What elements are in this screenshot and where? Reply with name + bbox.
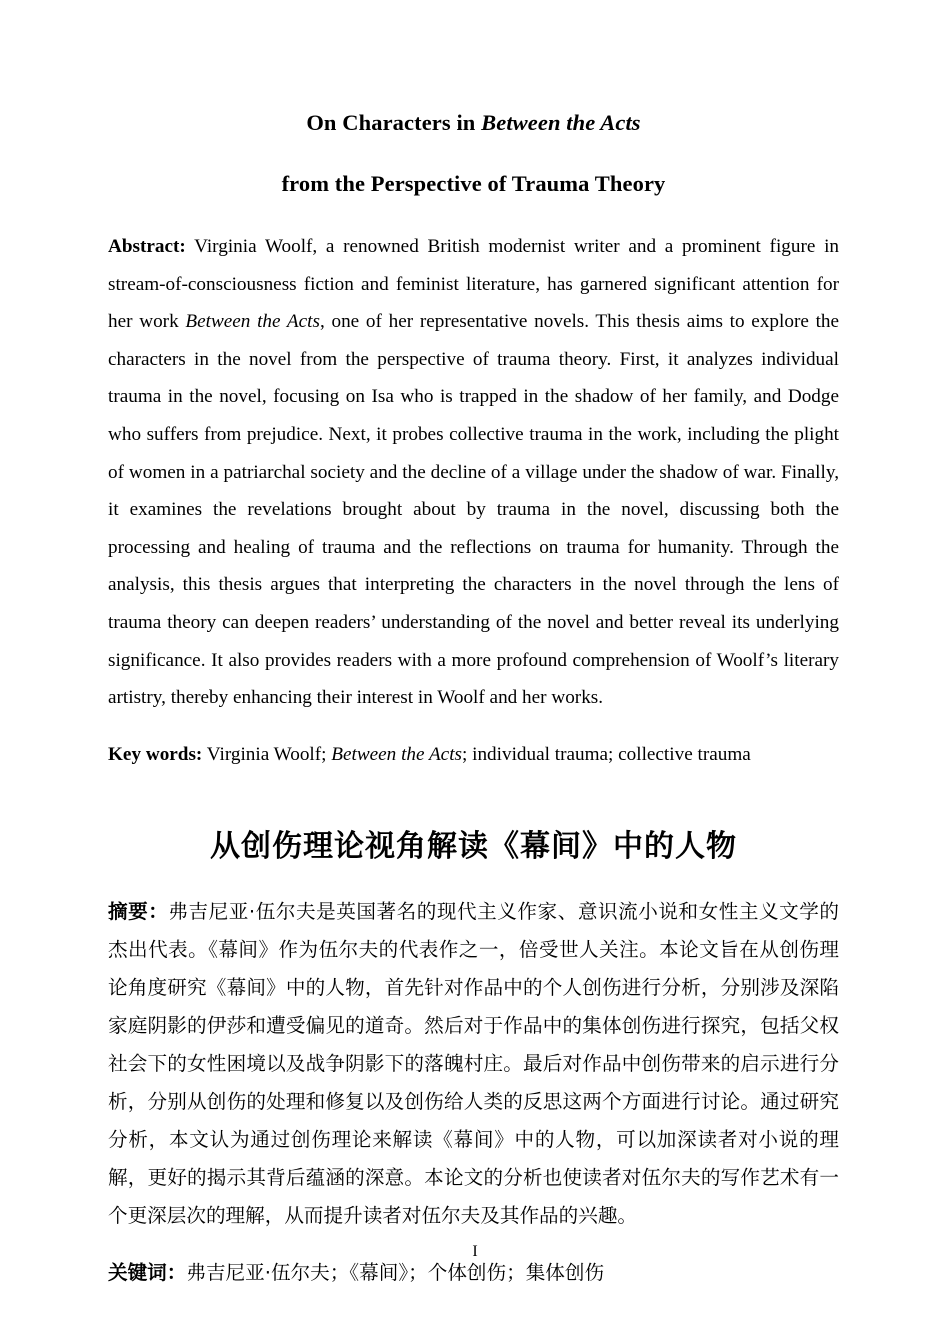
english-abstract-label: Abstract: [108, 236, 186, 257]
english-title-line-1-prefix: On Characters in [306, 110, 482, 135]
english-title-line-1 [108, 112, 839, 135]
chinese-abstract-text: 弗吉尼亚·伍尔夫是英国著名的现代主义作家、意识流小说和女性主义文学的杰出代表。《幕间》作为伍尔夫的代表作之一，倍受世人关注。本论文旨在从创伤理论角度研究《幕间》中的人物，首先针对作品中的个人创伤进行分析，分别涉及深陷家庭阴影的伊莎和遭受偏见的道奇。然后对于作品中的集体创伤进行探究，包括父权社会下的女性困境以及战争阴影下的落魄村庄。最后对作品中创伤带来的启示进行分析，分别从创伤的处理和修复以及创伤给人类的反思这两个方面进行讨论。通过研究分析，本文认为通过创伤理论来解读《幕间》中的人物，可以加深读者对小说的理解，更好的揭示其背后蕴涵的深意。本论文的分析也使读者对伍尔夫的写作艺术有一个更深层次的理解，从而提升读者对伍尔夫及其作品的兴趣。 [108, 899, 840, 1227]
english-keywords-label: Key words: [108, 743, 203, 765]
english-abstract-text-part-2: , one of her representative novels. This thesis aims to explore the characters in the novel from the perspective of trauma theory. First, it analyzes individual trauma in the novel, focusing on Isa who is trapped in the shadow of her family, and Dodge who suffers from prejudice. Next, it probes collective trauma in the work, including the plight of women in a patriarchal society and the decline of a village under the shadow of war. Finally, it examines the revelations brought about by trauma in the novel, discussing both the processing and healing of trauma and the reflections on trauma for humanity. Through the analysis, this thesis argues that interpreting the characters in the novel through the lens of trauma theory can deepen readers’ understanding of the novel and better reveal its underlying significance. It also provides readers with a more profound comprehension of Woolf’s literary artistry, thereby enhancing their interest in Woolf and her works. [108, 311, 840, 709]
page-content [108, 0, 839, 1312]
english-keywords-paragraph [108, 736, 839, 774]
chinese-abstract-label: 摘要： [108, 899, 169, 923]
english-abstract-paragraph [108, 228, 839, 717]
english-title-line-1-italic: Between the Acts [481, 110, 641, 135]
english-keywords-text-part-2: ; individual trauma; collective trauma [462, 743, 751, 765]
page-footer [0, 1243, 950, 1261]
english-abstract-text-part-1: Virginia Woolf, a renowned British modernist writer and a prominent figure in stream-of-consciousness fiction and feminist literature, has garnered significant attention for her work [108, 236, 839, 333]
chinese-title: 从创伤理论视角解读《幕间》中的人物 [210, 828, 737, 864]
english-abstract-novel-title: Between the Acts [185, 311, 320, 333]
chinese-keywords-text: 弗吉尼亚·伍尔夫；《幕间》；个体创伤；集体创伤 [186, 1261, 605, 1285]
page-number: I [472, 1243, 478, 1260]
english-title-line-2: from the Perspective of Trauma Theory [281, 170, 666, 196]
chinese-abstract-paragraph [108, 893, 839, 1235]
chinese-keywords-label: 关键词： [108, 1261, 187, 1285]
english-keywords-novel-title: Between the Acts [331, 743, 462, 765]
english-keywords-text-part-1: Virginia Woolf; [202, 743, 332, 765]
